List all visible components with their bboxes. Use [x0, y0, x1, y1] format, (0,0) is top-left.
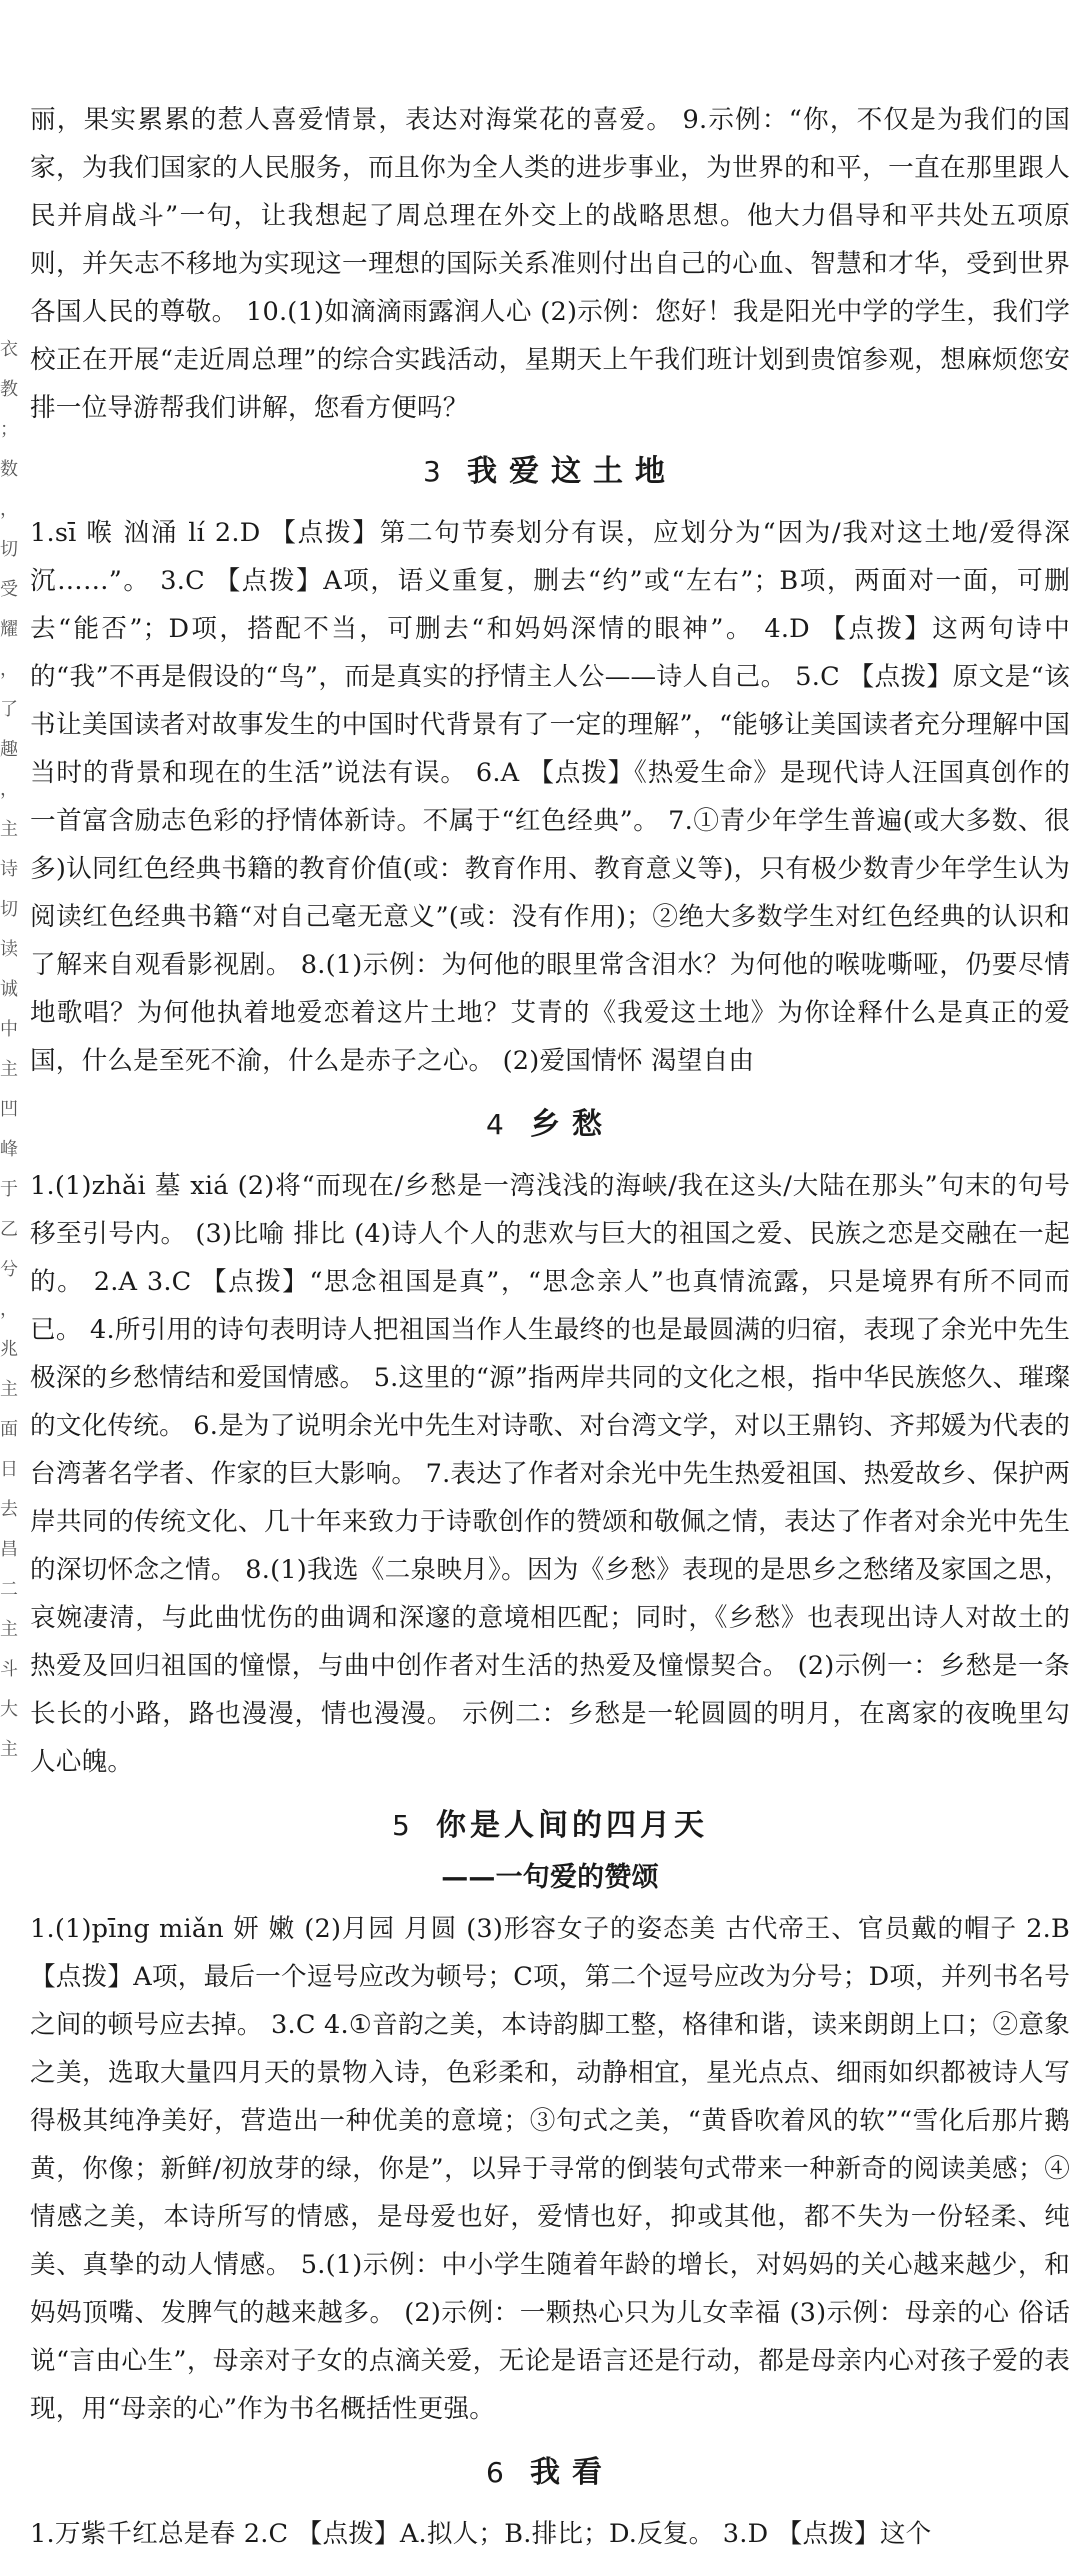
answer-page — [30, 96, 1070, 2558]
section-4-answers: 1.(1)zhǎi 墓 xiá (2)将“而现在/乡愁是一湾浅浅的海峡/我在这头/大陆在那头”句末的句号移至引号内。 (3)比喻 排比 (4)诗人个人的悲欢与巨大的祖国之爱、民族之恋是交融在一起的。 2.A 3.C 【点拨】“思念祖国是真”，“思念亲人”也真情流露，只是境界有所不同而已。 4.所引用的诗句表明诗人把祖国当作人生最终的也是最圆满的归宿，表现了余光中先生极深的乡愁情结和爱国情感。 5.这里的“源”指两岸共同的文化之根，指中华民族悠久、璀璨的文化传统。 6.是为了说明余光中先生对诗歌、对台湾文学，对以王鼎钧、齐邦媛为代表的台湾著名学者、作家的巨大影响。 7.表达了作者对余光中先生热爱祖国、热爱故乡、保护两岸共同的传统文化、几十年来致力于诗歌创作的赞颂和敬佩之情，表达了作者对余光中先生的深切怀念之情。 8.(1)我选《二泉映月》。因为《乡愁》表现的是思乡之愁绪及家国之思，哀婉凄清，与此曲忧伤的曲调和深邃的意境相匹配；同时，《乡愁》也表现出诗人对故土的热爱及回归祖国的憧憬，与曲中创作者对生活的热爱及憧憬契合。 (2)示例一：乡愁是一条长长的小路，路也漫漫，情也漫漫。 示例二：乡愁是一轮圆圆的明月，在离家的夜晚里勾人心魄。 — [30, 1171, 1070, 1777]
section-number: 5 — [391, 1809, 410, 1842]
section-6-answers: 1.万紫千红总是春 2.C 【点拨】A.拟人；B.排比；D.反复。 3.D 【点拨】这个 — [30, 2519, 932, 2549]
section-title: 我爱这土地 — [467, 454, 677, 489]
binding-margin-text: 衣 教 ； 数 ， 切 受 耀 ， 了 趣 ， 主 诗 切 读 诚 中 主 凹 峰 于 乙 兮 ， 兆 主 面 日 去 昌 二 主 斗 大 主 — [0, 339, 18, 1760]
section-3-answers: 1.sī 喉 汹涌 lí 2.D 【点拨】第二句节奏划分有误，应划分为“因为/我对这土地/爱得深沉……”。 3.C 【点拨】A项，语义重复，删去“约”或“左右”；B项，两面对一面，可删去“能否”；D项，搭配不当，可删去“和妈妈深情的眼神”。 4.D 【点拨】这两句诗中的“我”不再是假设的“鸟”，而是真实的抒情主人公——诗人自己。 5.C 【点拨】原文是“该书让美国读者对故事发生的中国时代背景有了一定的理解”，“能够让美国读者充分理解中国当时的背景和现在的生活”说法有误。 6.A 【点拨】《热爱生命》是现代诗人汪国真创作的一首富含励志色彩的抒情体新诗。不属于“红色经典”。 7.①青少年学生普遍(或大多数、很多)认同红色经典书籍的教育价值(或：教育作用、教育意义等)，只有极少数青少年学生认为阅读红色经典书籍“对自己毫无意义”(或：没有作用)；②绝大多数学生对红色经典的认识和了解来自观看影视剧。 8.(1)示例：为何他的眼里常含泪水？为何他的喉咙嘶哑，仍要尽情地歌唱？为何他执着地爱恋着这片土地？艾青的《我爱这土地》为你诠释什么是真正的爱国，什么是至死不渝，什么是赤子之心。 (2)爱国情怀 渴望自由 — [30, 518, 1070, 1076]
section-title: 你是人间的四月天 — [436, 1808, 708, 1843]
section-number: 3 — [422, 455, 441, 488]
section-5-subtitle: ——一句爱的赞颂 — [441, 1862, 659, 1893]
section-5-heading — [30, 1798, 1070, 1855]
section-title: 我看 — [530, 2455, 614, 2490]
section-6-heading — [30, 2445, 1070, 2502]
section-number: 6 — [485, 2456, 504, 2489]
section-4-heading — [30, 1097, 1070, 1154]
section-3-heading — [30, 444, 1070, 501]
section-5-answers: 1.(1)pīng miǎn 妍 嫩 (2)月园 月圆 (3)形容女子的姿态美 古代帝王、官员戴的帽子 2.B 【点拨】A项，最后一个逗号应改为顿号；C项，第二个逗号应改为分号；D项，并列书名号之间的顿号应去掉。 3.C 4.①音韵之美，本诗韵脚工整，格律和谐，读来朗朗上口；②意象之美，选取大量四月天的景物入诗，色彩柔和，动静相宜，星光点点、细雨如织都被诗人写得极其纯净美好，营造出一种优美的意境；③句式之美，“黄昏吹着风的软”“雪化后那片鹅黄，你像；新鲜/初放芽的绿，你是”，以异于寻常的倒装句式带来一种新奇的阅读美感；④情感之美，本诗所写的情感，是母爱也好，爱情也好，抑或其他，都不失为一份轻柔、纯美、真挚的动人情感。 5.(1)示例：中小学生随着年龄的增长，对妈妈的关心越来越少，和妈妈顶嘴、发脾气的越来越多。 (2)示例：一颗热心只为儿女幸福 (3)示例：母亲的心 俗话说“言由心生”，母亲对子女的点滴关爱，无论是语言还是行动，都是母亲内心对孩子爱的表现，用“母亲的心”作为书名概括性更强。 — [30, 1914, 1070, 2424]
intro-paragraph: 丽，果实累累的惹人喜爱情景，表达对海棠花的喜爱。 9.示例：“你，不仅是为我们的国家，为我们国家的人民服务，而且你为全人类的进步事业，为世界的和平，一直在那里跟人民并肩战斗”一句，让我想起了周总理在外交上的战略思想。他大力倡导和平共处五项原则，并矢志不移地为实现这一理想的国际关系准则付出自己的心血、智慧和才华，受到世界各国人民的尊敬。 10.(1)如滴滴雨露润人心 (2)示例：您好！我是阳光中学的学生，我们学校正在开展“走近周总理”的综合实践活动，星期天上午我们班计划到贵馆参观，想麻烦您安排一位导游帮我们讲解，您看方便吗？ — [30, 105, 1070, 423]
section-number: 4 — [485, 1108, 504, 1141]
section-title: 乡愁 — [530, 1107, 614, 1142]
